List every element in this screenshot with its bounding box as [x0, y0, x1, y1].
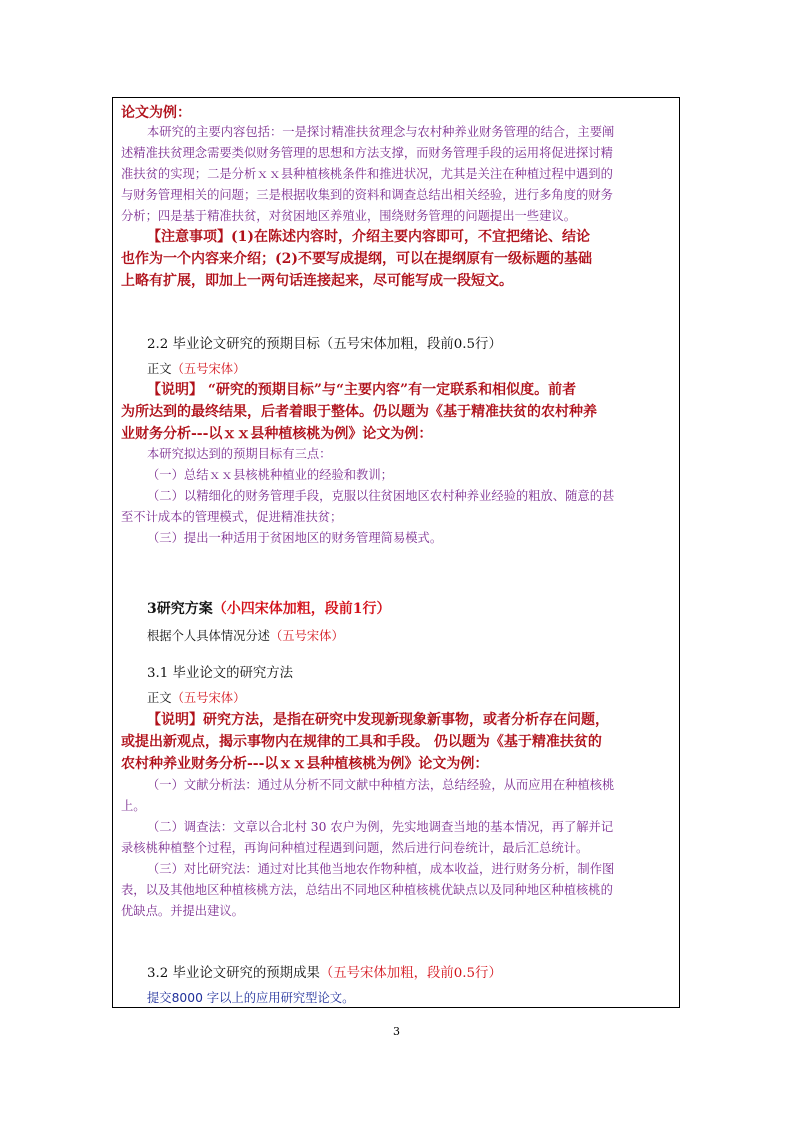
intro-heading: 论文为例： — [121, 105, 191, 121]
heading-hint: （小四宋体加粗，段前1行） — [212, 601, 391, 617]
intro-para-line: 本研究的主要内容包括：一是探讨精准扶贫理念与农村种养业财务管理的结合，主要阐 — [147, 125, 615, 139]
intro-para-line: 与财务管理相关的问题；三是根据收集到的资料和调查总结出相关经验，进行多角度的财务 — [121, 188, 613, 202]
section-3-1-body-label — [147, 688, 245, 706]
section-2-2-explain-line: 为所达到的最终结果，后者着眼于整体。仍以题为《基于精准扶贫的农村种养 — [121, 404, 597, 420]
section-2-2-line: （二）以精细化的财务管理手段，克服以往贫困地区农村种养业经验的粗放、随意的甚 — [147, 489, 615, 503]
body-label: 正文 — [147, 691, 172, 705]
section-3-1-explain-line: 或提出新观点，揭示事物内在规律的工具和手段。 仍以题为《基于精准扶贫的 — [121, 734, 602, 750]
section-3-1-line: 优缺点。并提出建议。 — [121, 904, 244, 918]
section-3-1-line: （一）文献分析法：通过从分析不同文献中种植方法，总结经验，从而应用在种植核桃 — [147, 778, 615, 792]
intro-note-line: 【注意事项】(1)在陈述内容时，介绍主要内容即可，不宜把绪论、结论 — [147, 229, 590, 245]
section-2-2-explain-line: 【说明】 “研究的预期目标”与“主要内容”有一定联系和相似度。前者 — [147, 382, 577, 398]
section-3-1-explain-line: 【说明】研究方法，是指在研究中发现新现象新事物，或者分析存在问题， — [147, 712, 609, 728]
section-2-2-heading: 2.2 毕业论文研究的预期目标（五号宋体加粗，段前0.5行） — [147, 337, 502, 352]
section-3-1-line: 表，以及其他地区种植核桃方法，总结出不同地区种植核桃优缺点以及同种地区种植核桃的 — [121, 883, 613, 897]
section-2-2-body-label — [147, 359, 245, 377]
body-hint: （五号宋体） — [171, 362, 246, 376]
section-3-1-explain-line: 农村种养业财务分析---以ｘｘ县种植核桃为例》论文为例： — [121, 756, 489, 772]
section-3-1-heading: 3.1 毕业论文的研究方法 — [147, 666, 294, 681]
intro-note-line: 上略有扩展，即加上一两句话连接起来，尽可能写成一段短文。 — [121, 273, 513, 289]
section-2-2-explain-line: 业财务分析---以ｘｘ县种植核桃为例》论文为例： — [121, 426, 433, 442]
body-hint: （五号宋体） — [171, 691, 246, 705]
section-3-1-line: 录核桃种植整个过程，再询问种植过程遇到问题，然后进行问卷统计，最后汇总统计。 — [121, 841, 589, 855]
section-2-2-line: 至不计成本的管理模式，促进精准扶贫； — [121, 510, 343, 524]
intro-para-line: 准扶贫的实现；二是分析ｘｘ县种植核桃条件和推进状况，尤其是关注在种植过程中遇到的 — [121, 167, 613, 181]
line-text: 根据个人具体情况分述 — [147, 629, 270, 643]
intro-note-line: 也作为一个内容来介绍；(2)不要写成提纲，可以在提纲原有一级标题的基础 — [121, 251, 592, 267]
heading-text: 3研究方案 — [147, 601, 213, 617]
section-2-2-line: 本研究拟达到的预期目标有三点： — [147, 447, 332, 461]
section-3-1-line: 上。 — [121, 799, 146, 813]
section-3-heading — [147, 598, 391, 618]
section-3-1-line: （三）对比研究法：通过对比其他当地农作物种植，成本收益，进行财务分析，制作图 — [147, 862, 615, 876]
section-2-2-line: （三）提出一种适用于贫困地区的财务管理简易模式。 — [147, 531, 443, 545]
section-3-line — [147, 626, 344, 644]
line-hint: （五号宋体） — [269, 629, 344, 643]
section-3-2-line: 提交8000 字以上的应用研究型论文。 — [147, 991, 355, 1005]
page-number: 3 — [393, 1025, 400, 1038]
heading-hint: （五号宋体加粗，段前0.5行） — [319, 966, 502, 981]
section-3-2-heading — [147, 962, 502, 981]
intro-para-line: 述精准扶贫理念需要类似财务管理的思想和方法支撑，而财务管理手段的运用将促进探讨精 — [121, 146, 613, 160]
section-2-2-line: （一）总结ｘｘ县核桃种植业的经验和教训； — [147, 468, 393, 482]
section-3-1-line: （二）调查法：文章以合北村 30 农户为例，先实地调查当地的基本情况，再了解并记 — [147, 820, 614, 834]
body-label: 正文 — [147, 362, 172, 376]
heading-text: 3.2 毕业论文研究的预期成果 — [147, 966, 320, 981]
intro-para-line: 分析；四是基于精准扶贫，对贫困地区养殖业，围绕财务管理的问题提出一些建议。 — [121, 209, 576, 223]
